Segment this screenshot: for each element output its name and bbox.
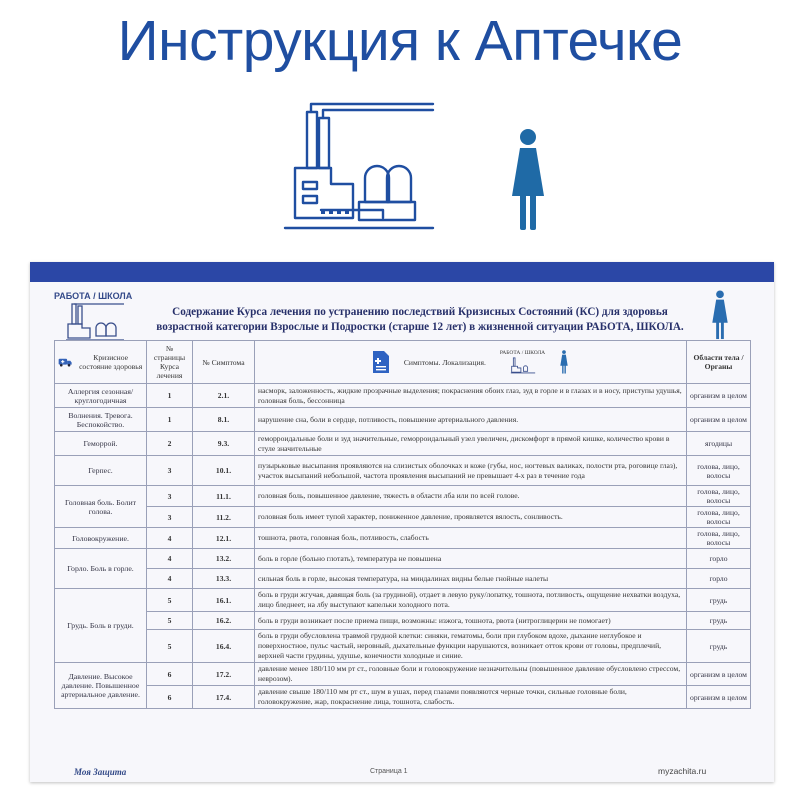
cell-area: голова, лицо, волосы [687,456,751,486]
cell-symptom-no: 16.2. [193,612,255,630]
cell-area: грудь [687,589,751,612]
table-row [55,569,751,589]
footer-brand: Моя Защита [74,767,127,777]
cell-area: организм в целом [687,663,751,686]
table-row [55,589,751,612]
cell-page: 1 [147,384,193,408]
cell-symptoms: пузырьковые высыпания проявляются на слизистых оболочках и коже (губы, нос, ногтевых валиках, полости рта, роговице глаз), участок высыпаний небольшой, частота проявления высыпаний не превышает 4-х раз в течение года [255,456,687,486]
cell-symptom-no: 17.4. [193,686,255,709]
woman-icon [559,350,569,374]
document-heading [150,305,690,335]
header-band [30,262,774,282]
woman-icon [508,128,548,232]
cell-page: 4 [147,569,193,589]
cell-condition: Аллергия сезонная/ круглогодичная [55,384,147,408]
cell-page: 5 [147,612,193,630]
cell-page: 4 [147,528,193,549]
cell-condition: Горло. Боль в горле. [55,549,147,589]
instruction-sheet [30,262,774,782]
cell-symptom-no: 10.1. [193,456,255,486]
cell-symptom-no: 16.1. [193,589,255,612]
cell-symptom-no: 17.2. [193,663,255,686]
cell-symptoms: нарушение сна, боли в сердце, потливость, повышение артериального давления. [255,408,687,432]
cell-condition: Головная боль. Болит голова. [55,486,147,528]
table-row [55,612,751,630]
cell-symptoms: тошнота, рвота, головная боль, потливость, слабость [255,528,687,549]
column-header-area: Области тела / Органы [687,341,751,384]
section-label: РАБОТА / ШКОЛА [54,291,133,301]
table-row [55,549,751,569]
cell-area: организм в целом [687,686,751,709]
ambulance-icon [58,354,72,370]
table-row [55,432,751,456]
heading-line-2: возрастной категории Взрослые и Подростки (старше 12 лет) в жизненной ситуации РАБОТА, ШКОЛА. [156,321,684,333]
cell-symptom-no: 12.1. [193,528,255,549]
table-row [55,663,751,686]
cell-page: 4 [147,549,193,569]
cell-page: 5 [147,589,193,612]
table-row [55,528,751,549]
cell-page: 1 [147,408,193,432]
cell-symptom-no: 13.3. [193,569,255,589]
cell-page: 6 [147,663,193,686]
cell-symptom-no: 8.1. [193,408,255,432]
table-row [55,384,751,408]
cell-area: организм в целом [687,384,751,408]
column-header-symptom-no: № Симптома [193,341,255,384]
column-label-condition: Кризисное состояние здоровья [79,353,143,371]
cell-area: ягодицы [687,432,751,456]
cell-page: 2 [147,432,193,456]
cell-condition: Головокружение. [55,528,147,549]
footer-site: myzachita.ru [658,766,707,776]
cell-symptom-no: 2.1. [193,384,255,408]
cell-symptoms: головная боль имеет тупой характер, пониженное давление, проявляется вялость, сонливость. [255,507,687,528]
cell-symptoms: боль в горле (больно глотать), температура не повышена [255,549,687,569]
cell-condition: Геморрой. [55,432,147,456]
cell-area: грудь [687,630,751,663]
cell-condition: Давление. Высокое давление. Повышенное артериальное давление. [55,663,147,709]
cell-symptom-no: 11.2. [193,507,255,528]
factory-icon [64,300,126,342]
table-row [55,486,751,507]
table-row [55,630,751,663]
symptoms-badge-label: РАБОТА / ШКОЛА [499,350,546,356]
column-header-page: № страницы Курса лечения [147,341,193,384]
factory-icon [510,356,536,374]
cell-symptoms: боль в груди обусловлена травмой грудной клетки: синяки, гематомы, боли при глубоком вдохе, дыхание неглубокое и поверхностное, пульс частый, неровный, дыхательные функции нарушаются, возникает отток крови от головы, предплечий, верхней части грудины, удушье, конечности холодные и синие. [255,630,687,663]
cell-condition: Герпес. [55,456,147,486]
cell-page: 6 [147,686,193,709]
cell-symptoms: давление свыше 180/110 мм рт ст., шум в ушах, перед глазами появляются черные точки, сильные головные боли, головокружение, жар, покраснение лица, тошнота, слабость. [255,686,687,709]
cell-page: 5 [147,630,193,663]
cell-symptoms: сильная боль в горле, высокая температура, на миндалинах видны белые гнойные налеты [255,569,687,589]
heading-line-1: Содержание Курса лечения по устранению последствий Кризисных Состояний (КС) для здоровья [172,306,668,318]
cell-symptom-no: 9.3. [193,432,255,456]
column-header-condition [55,341,147,384]
table-row [55,507,751,528]
cell-condition: Грудь. Боль в груди. [55,589,147,663]
symptoms-badge [500,350,545,374]
column-header-symptoms [255,341,687,384]
cell-area: горло [687,569,751,589]
cell-page: 3 [147,507,193,528]
cell-symptoms: боль в груди возникает после приема пищи, возможны: изжога, тошнота, рвота (нитроглицерин не помогает) [255,612,687,630]
cell-symptom-no: 16.4. [193,630,255,663]
footer-page-number: Страница 1 [370,768,408,775]
cell-area: голова, лицо, волосы [687,507,751,528]
medical-document-icon [372,350,390,374]
table-header-row [55,341,751,384]
table-row [55,408,751,432]
column-label-symptoms: Симптомы. Локализация. [403,357,486,367]
cell-area: голова, лицо, волосы [687,528,751,549]
cell-page: 3 [147,486,193,507]
cell-page: 3 [147,456,193,486]
page-title: Инструкция к Аптечке [117,9,683,73]
cell-symptom-no: 13.2. [193,549,255,569]
cell-area: голова, лицо, волосы [687,486,751,507]
symptoms-table [54,340,751,709]
cell-symptoms: головная боль, повышенное давление, тяжесть в области лба или по всей голове. [255,486,687,507]
cell-symptoms: давление менее 180/110 мм рт ст., головные боли и головокружение незначительны (повышенное давление обусловлено стрессом, неврозом). [255,663,687,686]
cell-symptoms: боль в груди жгучая, давящая боль (за грудиной), отдает в левую руку/лопатку, тошнота, потливость, ощущение нехватки воздуха, лицо бледнеет, на лбу выступают капельки холодного пота. [255,589,687,612]
cell-symptoms: геморроидальные боли и зуд значительные, геморроидальный узел увеличен, дискомфорт в прямой кишке, количество крови в стуле значительные [255,432,687,456]
table-row [55,456,751,486]
table-row [55,686,751,709]
cell-area: организм в целом [687,408,751,432]
factory-icon [283,98,435,234]
cell-area: грудь [687,612,751,630]
cell-condition: Волнения. Тревога. Беспокойство. [55,408,147,432]
cell-symptoms: насморк, заложенность, жидкие прозрачные выделения; покраснения обоих глаз, зуд в горле и в глазах и в носу, приступы удушья, головная боль, бессонница [255,384,687,408]
woman-icon [707,290,733,340]
cell-symptom-no: 11.1. [193,486,255,507]
cell-area: горло [687,549,751,569]
